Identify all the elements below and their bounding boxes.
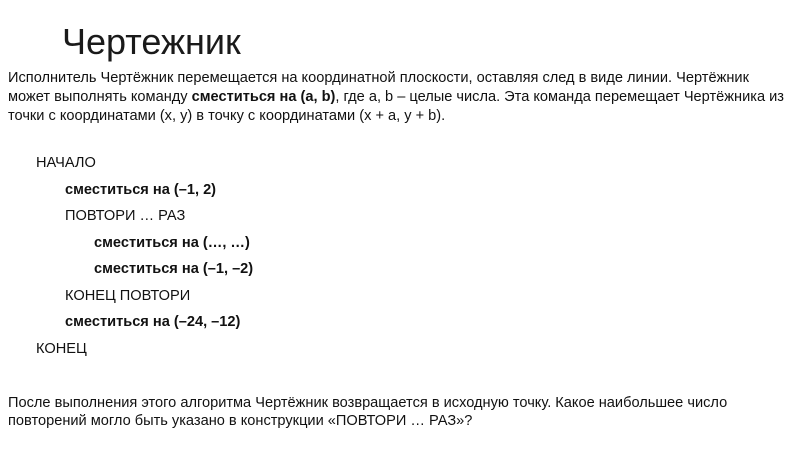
code-line-move-initial: сместиться на (–1, 2)	[65, 181, 217, 198]
code-line-move-loop: сместиться на (–1, –2)	[94, 261, 254, 277]
code-line-end: КОНЕЦ	[36, 340, 87, 357]
command-name: сместиться на (a, b)	[191, 89, 336, 105]
intro-text-end: , где a, b – целые числа. Эта команда перемещает Чертёжника из точки с координатами (x, y) в точку с координатами (x + a, y + b).	[8, 89, 784, 124]
code-line-repeat: ПОВТОРИ … РАЗ	[65, 208, 186, 224]
question-paragraph: После выполнения этого алгоритма Чертёжник возвращается в исходную точку. Какое наибольшее число повторений могло быть указано в конструкции «ПОВТОРИ … РАЗ»?	[8, 395, 728, 429]
intro-paragraph	[8, 69, 793, 126]
code-line-begin: НАЧАЛО	[36, 155, 96, 171]
code-line-move-final: сместиться на (–24, –12)	[65, 314, 241, 330]
page-title: Чертежник	[62, 21, 241, 62]
algorithm-listing	[36, 154, 253, 366]
intro-text-start: Исполнитель Чертёжник перемещается на координатной плоскости, оставляя след в виде линии. Чертёжник может выполнять команду	[8, 70, 749, 105]
code-line-end-repeat: КОНЕЦ ПОВТОРИ	[65, 287, 191, 304]
code-line-move-unknown: сместиться на (…, …)	[94, 234, 250, 251]
